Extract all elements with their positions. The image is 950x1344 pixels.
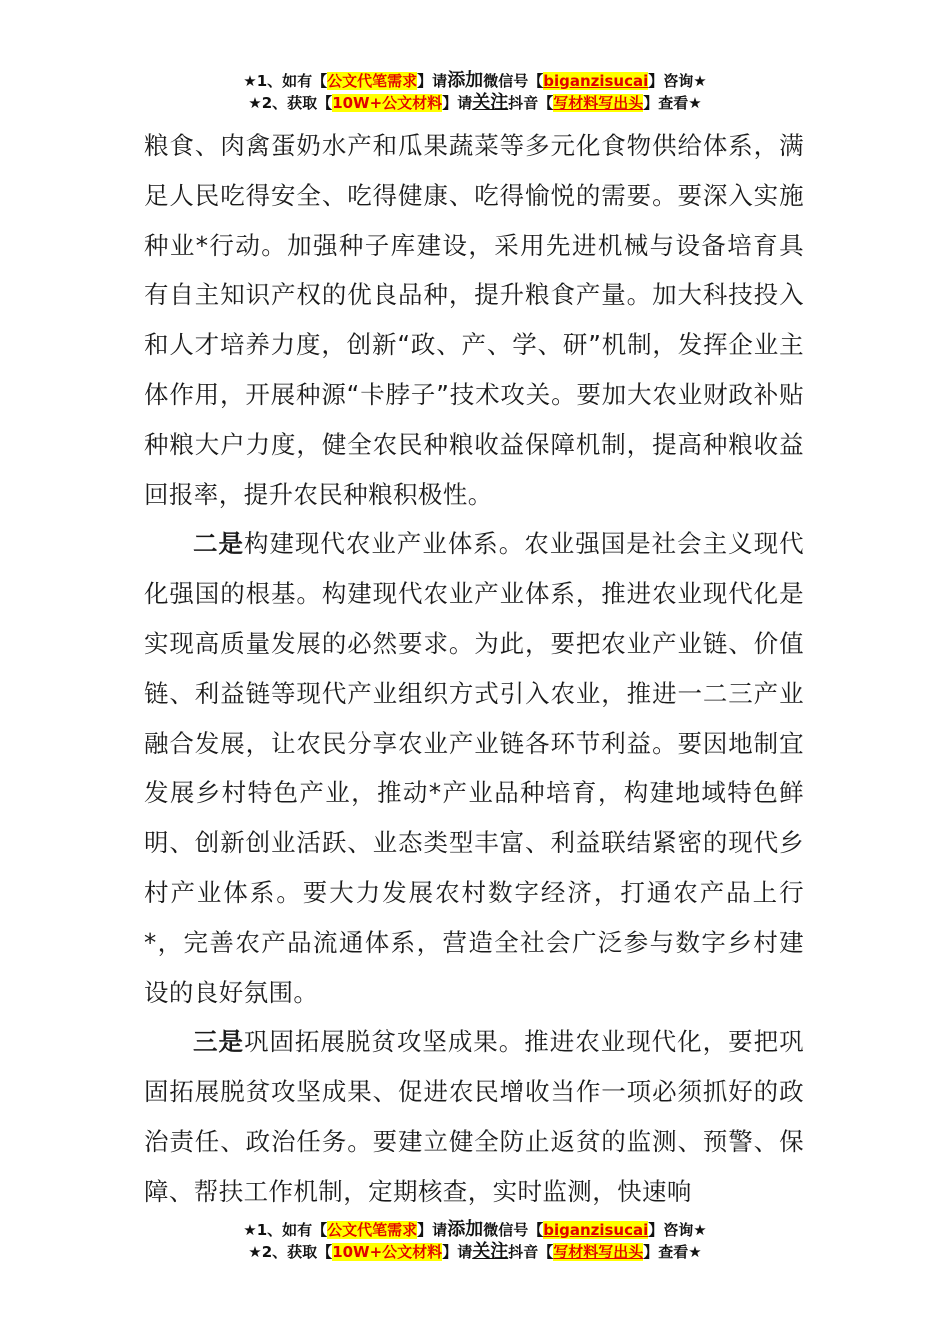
promo-wechat-id[interactable]: biganzisucai <box>543 1221 649 1239</box>
promo-douyin-account[interactable]: 写材料写出头 <box>553 1243 644 1261</box>
paragraph-3: 三是巩固拓展脱贫攻坚成果。推进农业现代化，要把巩固拓展脱贫攻坚成果、促进农民增收当作一项必须抓好的政治责任、政治任务。要建立健全防止返贫的监测、预警、保障、帮扶工作机制，定期核查，实时监测，快速响 <box>144 1027 804 1206</box>
header-promo-banner <box>0 70 950 114</box>
promo-line-1: ★1、如有【公文代笔需求】请添加微信号【biganzisucai】咨询★ <box>243 1219 707 1240</box>
promo-highlight-service: 公文代笔需求 <box>327 1221 418 1239</box>
promo-line-2: ★2、获取【10W+公文材料】请关注抖音【写材料写出头】查看★ <box>248 1241 702 1262</box>
paragraph-3-lead: 三是 <box>193 1027 244 1057</box>
promo-highlight-service: 公文代笔需求 <box>327 72 418 90</box>
promo-highlight-materials: 10W+公文材料 <box>332 1243 443 1261</box>
paragraph-2-lead: 二是 <box>193 529 244 559</box>
paragraph-2: 二是构建现代农业产业体系。农业强国是社会主义现代化强国的根基。构建现代农业产业体系，推进农业现代化是实现高质量发展的必然要求。为此，要把农业产业链、价值链、利益链等现代产业组织方式引入农业，推进一二三产业融合发展，让农民分享农业产业链各环节利益。要因地制宜发展乡村特色产业，推动*产业品种培育，构建地域特色鲜明、创新创业活跃、业态类型丰富、利益联结紧密的现代乡村产业体系。要大力发展农村数字经济，打通农产品上行*，完善农产品流通体系，营造全社会广泛参与数字乡村建设的良好氛围。 <box>144 529 804 1007</box>
promo-douyin-account[interactable]: 写材料写出头 <box>553 94 644 112</box>
footer-promo-banner <box>0 1219 950 1263</box>
promo-highlight-materials: 10W+公文材料 <box>332 94 443 112</box>
promo-wechat-id[interactable]: biganzisucai <box>543 72 649 90</box>
promo-line-1: ★1、如有【公文代笔需求】请添加微信号【biganzisucai】咨询★ <box>243 70 707 91</box>
paragraph-1: 粮食、肉禽蛋奶水产和瓜果蔬菜等多元化食物供给体系，满足人民吃得安全、吃得健康、吃得愉悦的需要。要深入实施种业*行动。加强种子库建设，采用先进机械与设备培育具有自主知识产权的优良品种，提升粮食产量。加大科技投入和人才培养力度，创新“政、产、学、研”机制，发挥企业主体作用，开展种源“卡脖子”技术攻关。要加大农业财政补贴种粮大户力度，健全农民种粮收益保障机制，提高种粮收益回报率，提升农民种粮积极性。 <box>144 131 804 509</box>
promo-line-2: ★2、获取【10W+公文材料】请关注抖音【写材料写出头】查看★ <box>248 92 702 113</box>
document-body <box>144 121 804 1217</box>
